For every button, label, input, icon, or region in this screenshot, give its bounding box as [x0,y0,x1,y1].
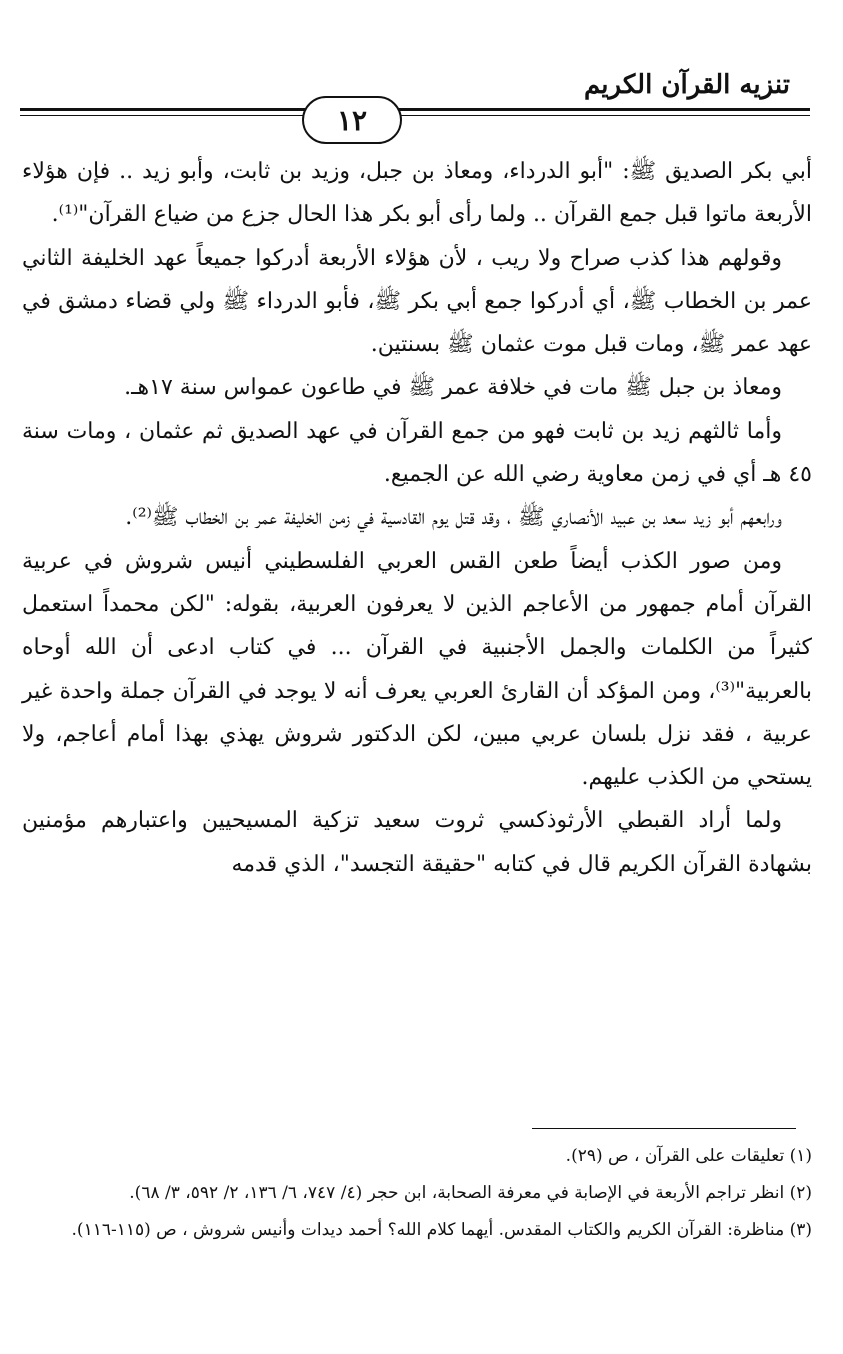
paragraph: ورابعهم أبو زيد سعد بن عبيد الأنصاري ﷺ ، وقد قتل يوم القادسية في زمن الخليفة عمر بن الخطاب ﷺ⁽²⁾. [125,505,782,531]
paragraph: ومعاذ بن جبل ﷺ مات في خلافة عمر ﷺ في طاعون عمواس سنة ١٧هـ. [124,375,782,401]
paragraph: أبي بكر الصديق ﷺ: "أبو الدرداء، ومعاذ بن جبل، وزيد بن ثابت، وأبو زيد .. فإن هؤلاء الأربعة ماتوا قبل جمع القرآن .. ولما رأى أبو بكر هذا الحال جزع من ضياع القرآن"⁽¹⁾. [22,159,812,228]
main-text [22,150,812,886]
footnotes [22,1138,812,1249]
paragraph: ومن صور الكذب أيضاً طعن القس العربي الفلسطيني أنيس شروش في عربية القرآن أمام جمهور من الأعاجم الذين لا يعرفون العربية، بقوله: "لكن محمداً استعمل كثيراً من الكلمات والجمل الأجنبية في القرآن ... في كتاب ادعى أن الله أوحاه بالعربية"⁽³⁾، ومن المؤكد أن القارئ العربي يعرف أنه لا يوجد في القرآن جملة واحدة غير عربية ، فقد نزل بلسان عربي مبين، لكن الدكتور شروش يهذي بهذا أمام أعاجم، ولا يستحي من الكذب عليهم. [22,548,812,791]
header-rule-thin [20,115,810,116]
paragraph: ولما أراد القبطي الأرثوذكسي ثروت سعيد تزكية المسيحيين واعتبارهم مؤمنين بشهادة القرآن الكريم قال في كتابه "حقيقة التجسد"، الذي قدمه [22,808,812,877]
page-header [20,60,810,140]
book-title: تنزيه القرآن الكريم [583,70,790,100]
paragraph: وقولهم هذا كذب صراح ولا ريب ، لأن هؤلاء الأربعة أدركوا جميعاً عهد الخليفة الثاني عمر بن الخطاب ﷺ، أي أدركوا جمع أبي بكر ﷺ، فأبو الدرداء ﷺ ولي قضاء دمشق في عهد عمر ﷺ، ومات قبل موت عثمان ﷺ بسنتين. [22,245,812,358]
footnote: (١) تعليقات على القرآن ، ص (٢٩). [565,1146,812,1166]
footnote-separator [532,1128,796,1129]
footnote: (٣) مناظرة: القرآن الكريم والكتاب المقدس. أيهما كلام الله؟ أحمد ديدات وأنيس شروش ، ص (١١٥-١١٦). [71,1220,812,1240]
page-number: ١٢ [302,96,402,144]
paragraph: وأما ثالثهم زيد بن ثابت فهو من جمع القرآن في عهد الصديق ثم عثمان ، ومات سنة ٤٥ هـ أي في زمن معاوية رضي الله عن الجميع. [22,418,812,488]
footnote: (٢) انظر تراجم الأربعة في الإصابة في معرفة الصحابة، ابن حجر (٤/ ٧٤٧، ٦/ ١٣٦، ٢/ ٥٩٢، ٣/ ٦٨). [129,1183,812,1203]
header-rule-thick [20,108,810,111]
